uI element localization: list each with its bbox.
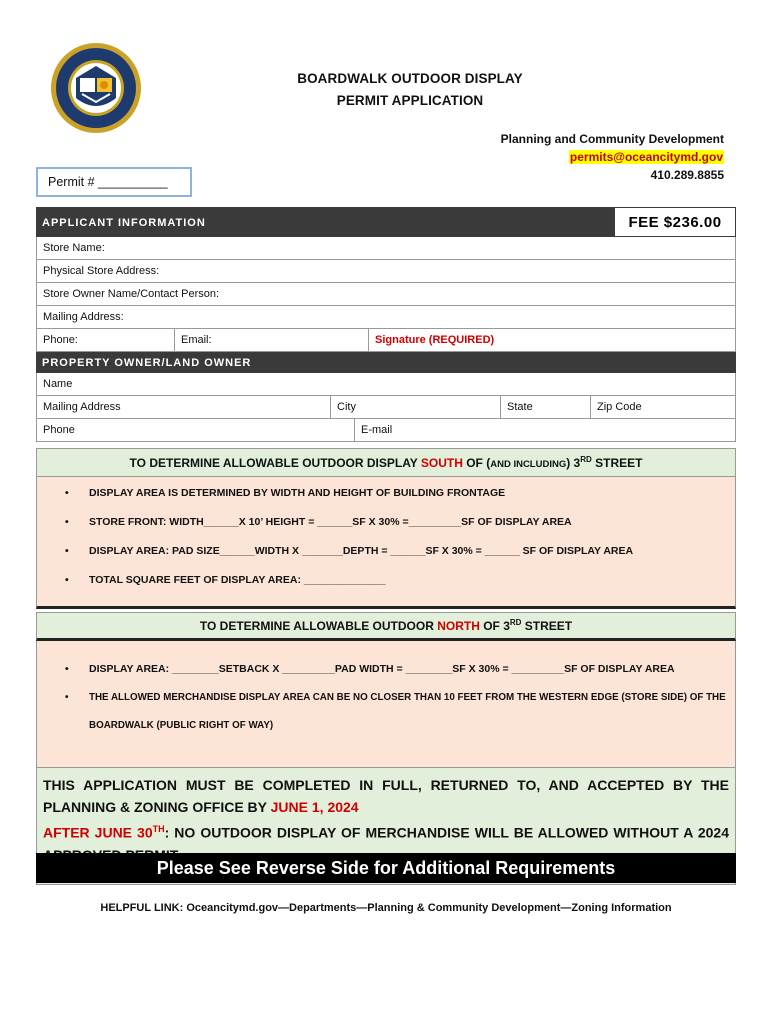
- applicant-phone-label: Phone:: [43, 334, 78, 346]
- north-heading-part-a: TO DETERMINE ALLOWABLE OUTDOOR: [199, 619, 438, 633]
- north-section: [36, 641, 736, 767]
- south-heading-part-c: ) 3: [566, 456, 581, 470]
- owner-email-label: E-mail: [361, 424, 393, 436]
- physical-address-field[interactable]: [36, 260, 736, 283]
- south-heading-small: AND INCLUDING: [490, 459, 567, 470]
- owner-name-label: Name: [43, 378, 73, 390]
- south-item-3-text: DISPLAY AREA: PAD SIZE______WIDTH X _______DEPTH = ______SF X 30% = ______ SF OF DISPLAY AREA: [89, 545, 634, 557]
- contact-block: [501, 130, 724, 184]
- applicant-section-header: [36, 207, 736, 237]
- owner-email-field[interactable]: [355, 419, 735, 441]
- contact-email-link[interactable]: permits@oceancitymd.gov: [569, 150, 723, 164]
- south-section: [36, 477, 736, 609]
- physical-address-label: Physical Store Address:: [43, 265, 160, 277]
- south-heading-sup: RD: [580, 455, 592, 464]
- south-heading-part-b: OF (: [462, 456, 491, 470]
- south-item-1: • DISPLAY AREA IS DETERMINED BY WIDTH AND HEIGHT OF BUILDING FRONTAGE: [65, 487, 506, 499]
- title-line-2: PERMIT APPLICATION: [336, 93, 484, 108]
- north-item-1-text: DISPLAY AREA: ________SETBACK X _________PAD WIDTH = ________SF X 30% = _________SF OF DISPLAY AREA: [89, 663, 675, 675]
- owner-phone-label: Phone: [43, 424, 75, 436]
- applicant-phone-field[interactable]: [37, 329, 175, 351]
- department-name: Planning and Community Development: [500, 132, 724, 146]
- owner-contact-label: Store Owner Name/Contact Person:: [43, 288, 220, 300]
- contact-phone: 410.289.8855: [650, 168, 724, 182]
- permit-number-field[interactable]: Permit # __________: [36, 167, 192, 197]
- notice-deadline: JUNE 1, 2024: [270, 799, 359, 815]
- notice-after-date: AFTER JUNE 30: [43, 824, 153, 841]
- signature-label: Signature (REQUIRED): [375, 334, 495, 346]
- reverse-side-banner: Please See Reverse Side for Additional Requirements: [36, 853, 736, 883]
- form-title: [250, 68, 570, 112]
- applicant-header-label: APPLICANT INFORMATION: [42, 217, 206, 229]
- north-heading-part-b: OF 3: [479, 619, 510, 633]
- north-heading-part-c: STREET: [521, 619, 573, 633]
- owner-contact-field[interactable]: [36, 283, 736, 306]
- south-item-1-text: DISPLAY AREA IS DETERMINED BY WIDTH AND HEIGHT OF BUILDING FRONTAGE: [89, 487, 506, 499]
- owner-name-field[interactable]: [36, 373, 736, 396]
- north-heading-sup: RD: [509, 618, 522, 627]
- signature-field[interactable]: [369, 329, 735, 351]
- store-name-label: Store Name:: [43, 242, 105, 254]
- south-heading-text: [130, 455, 643, 470]
- south-heading-part-a: TO DETERMINE ALLOWABLE OUTDOOR DISPLAY: [129, 456, 421, 470]
- applicant-email-label: Email:: [181, 334, 212, 346]
- applicant-contact-row: [36, 329, 736, 352]
- owner-mailing-address-field[interactable]: [37, 396, 331, 418]
- south-heading: [36, 448, 736, 477]
- south-heading-part-d: STREET: [591, 456, 643, 470]
- south-heading-red: SOUTH: [420, 456, 463, 470]
- north-heading-red: NORTH: [437, 619, 480, 633]
- owner-state-label: State: [507, 401, 533, 413]
- applicant-email-field[interactable]: [175, 329, 369, 351]
- owner-state-field[interactable]: [501, 396, 591, 418]
- applicant-mailing-address-field[interactable]: [36, 306, 736, 329]
- applicant-mailing-address-label: Mailing Address:: [43, 311, 124, 323]
- north-item-2-text: THE ALLOWED MERCHANDISE DISPLAY AREA CAN BE NO CLOSER THAN 10 FEET FROM THE WESTERN EDGE (STORE SIDE) OF THE: [89, 692, 726, 703]
- owner-zip-field[interactable]: [591, 396, 735, 418]
- north-item-3-text: BOARDWALK (PUBLIC RIGHT OF WAY): [89, 720, 274, 731]
- north-heading: [36, 612, 736, 641]
- south-item-4: • TOTAL SQUARE FEET OF DISPLAY AREA: ______________: [65, 574, 386, 586]
- owner-phone-field[interactable]: [37, 419, 355, 441]
- south-item-3: • DISPLAY AREA: PAD SIZE______WIDTH X _______DEPTH = ______SF X 30% = ______ SF OF DISPLAY AREA: [65, 545, 634, 557]
- store-name-field[interactable]: [36, 237, 736, 260]
- permit-form: [36, 207, 736, 885]
- north-list: [37, 663, 735, 744]
- property-owner-section-header: [36, 352, 736, 373]
- south-item-2-text: STORE FRONT: WIDTH______X 10’ HEIGHT = ______SF X 30% =_________SF OF DISPLAY AREA: [89, 516, 572, 528]
- north-heading-text: [200, 618, 572, 633]
- north-item-2: • THE ALLOWED MERCHANDISE DISPLAY AREA CAN BE NO CLOSER THAN 10 FEET FROM THE WESTERN EDGE (STORE SIDE) OF THE: [65, 692, 726, 703]
- notice-text: THIS APPLICATION MUST BE COMPLETED IN FULL, RETURNED TO, AND ACCEPTED BY THE PLANNING & ZONING OFFICE BY: [43, 777, 729, 815]
- owner-mailing-address-label: Mailing Address: [43, 401, 121, 413]
- owner-address-row: [36, 396, 736, 419]
- north-item-3: [37, 720, 735, 744]
- helpful-link[interactable]: HELPFUL LINK: Oceancitymd.gov—Departments—Planning & Community Development—Zoning Information: [100, 902, 672, 914]
- notice-after-sup: TH: [152, 824, 165, 834]
- south-item-4-text: TOTAL SQUARE FEET OF DISPLAY AREA: ______________: [89, 574, 386, 586]
- owner-city-field[interactable]: [331, 396, 501, 418]
- notice-after-text: : NO OUTDOOR DISPLAY OF MERCHANDISE WILL BE ALLOWED WITHOUT A 2024: [164, 824, 730, 841]
- north-item-1: • DISPLAY AREA: ________SETBACK X _________PAD WIDTH = ________SF X 30% = _________SF OF DISPLAY AREA: [65, 663, 675, 675]
- title-line-1: BOARDWALK OUTDOOR DISPLAY: [297, 71, 523, 86]
- owner-city-label: City: [337, 401, 356, 413]
- property-owner-header-label: PROPERTY OWNER/LAND OWNER: [42, 356, 252, 369]
- owner-zip-label: Zip Code: [597, 401, 642, 413]
- town-seal-logo: [50, 42, 142, 134]
- south-list: [37, 487, 735, 603]
- fee-amount: FEE $236.00: [614, 207, 736, 237]
- south-item-2: • STORE FRONT: WIDTH______X 10’ HEIGHT = ______SF X 30% =_________SF OF DISPLAY AREA: [65, 516, 572, 528]
- owner-contact-row: [36, 419, 736, 442]
